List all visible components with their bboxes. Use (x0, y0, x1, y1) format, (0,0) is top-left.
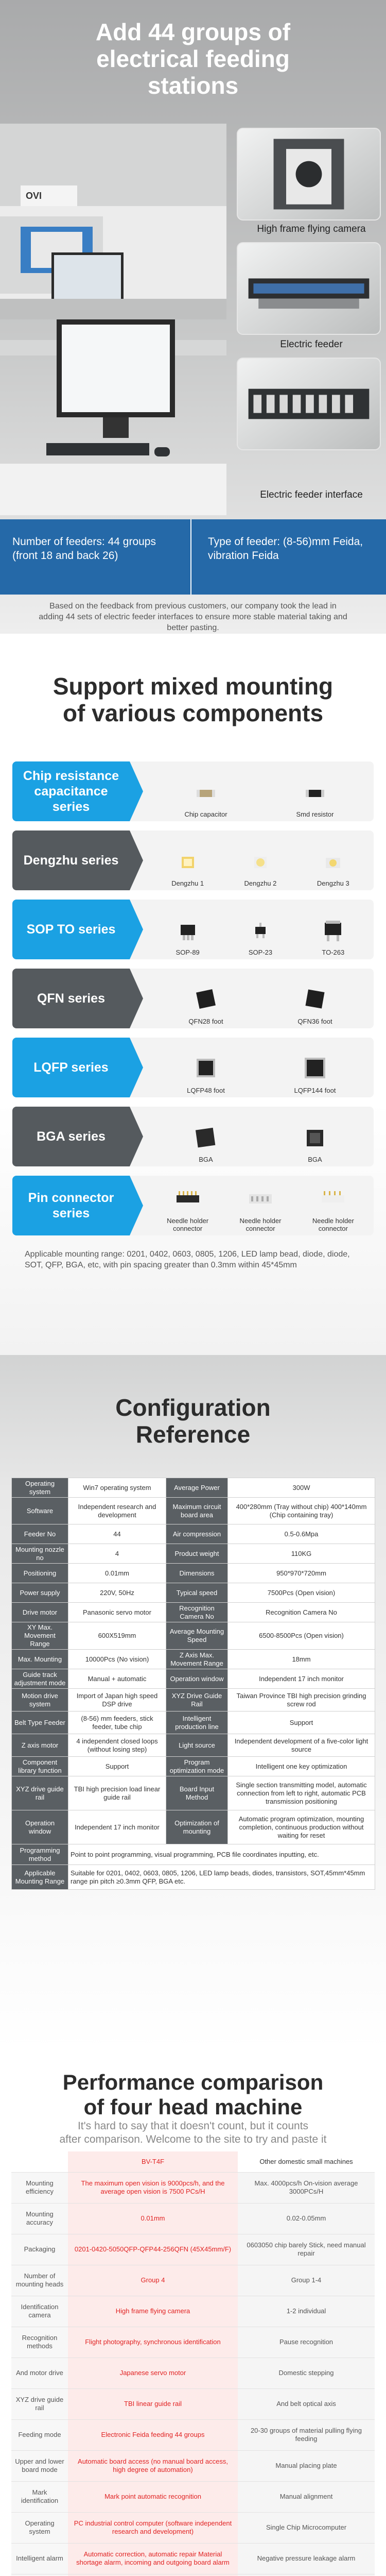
config-value: TBI high precision load linear guide rail (68, 1776, 166, 1810)
config-key: Positioning (12, 1564, 68, 1583)
comparison-table (11, 2151, 375, 2576)
config-key: Drive motor (12, 1603, 68, 1622)
comparison-feature: Mounting accuracy (11, 2203, 68, 2234)
component-item: TO-263 (302, 918, 364, 956)
config-key: Z Axis Max. Movement Range (166, 1650, 228, 1669)
machine-illustration (0, 124, 232, 515)
hero-section (0, 0, 386, 634)
config-key: Average Mounting Speed (166, 1622, 228, 1650)
config-key: Software (12, 1498, 68, 1524)
config-title-line2: Reference (135, 1421, 251, 1448)
comparison-other: Single Chip Microcomputer (238, 2512, 375, 2543)
compare-title-line1: Performance comparison (62, 2070, 324, 2094)
comparison-feature: Identification camera (11, 2296, 68, 2327)
comparison-bv-t4f: The maximum open vision is 9000pcs/h, and the average open vision is 7500 PCs/H (68, 2172, 238, 2203)
comparison-row (11, 2388, 375, 2419)
hero-title-line1: Add 44 groups of (95, 19, 291, 45)
config-value: Suitable for 0201, 0402, 0603, 0805, 1206, LED lamp beads, diodes, transistors, SOT,45mm*45mm range pin pitch ≥0.3mm QFP, BGA etc. (68, 1865, 375, 1890)
compare-subtitle-line1: It's hard to say that it doesn't count, but it counts (77, 2120, 309, 2132)
config-row (12, 1689, 375, 1711)
config-value: 4 (68, 1544, 166, 1564)
config-key: Motion drive system (12, 1689, 68, 1711)
component-item: Dengzhu 2 (230, 849, 291, 887)
config-key: Max. Mounting (12, 1650, 68, 1669)
comparison-other: And belt optical axis (238, 2388, 375, 2419)
config-row (12, 1583, 375, 1603)
config-key: XYZ Drive Guide Rail (166, 1689, 228, 1711)
mounting-section (0, 634, 386, 1355)
compare-section (0, 2050, 386, 2576)
comparison-other (238, 2574, 375, 2576)
config-key: Mounting nozzle no (12, 1544, 68, 1564)
comparison-other: 20-30 groups of material pulling flying feeding (238, 2419, 375, 2450)
config-value: 600X519mm (68, 1622, 166, 1650)
caption-flying-camera: High frame flying camera (257, 224, 366, 234)
band-label: BGA series (37, 1129, 106, 1144)
component-item: Dengzhu 3 (302, 849, 364, 887)
config-value: 18mm (228, 1650, 375, 1669)
config-row (12, 1865, 375, 1890)
config-value: 300W (228, 1478, 375, 1498)
band-sop-to (12, 900, 374, 959)
caption-feeder-interface: Electric feeder interface (260, 489, 363, 500)
config-value: Independent research and development (68, 1498, 166, 1524)
config-value: Taiwan Province TBI high precision grinding screw rod (228, 1689, 375, 1711)
config-value: Recognition Camera No (228, 1603, 375, 1622)
comparison-bv-t4f (68, 2574, 238, 2576)
comparison-other: Manual alignment (238, 2481, 375, 2512)
comparison-header-cell: Other domestic small machines (238, 2151, 375, 2172)
config-row (12, 1564, 375, 1583)
config-key: Applicable Mounting Range (12, 1865, 68, 1890)
band-label: Pin connector series (28, 1191, 114, 1221)
config-row (12, 1603, 375, 1622)
comparison-other: Negative pressure leakage alarm (238, 2543, 375, 2574)
comparison-row (11, 2234, 375, 2265)
config-key: Component library function (12, 1757, 68, 1776)
config-row (12, 1650, 375, 1669)
component-item: SOP-89 (157, 918, 219, 956)
comparison-bv-t4f: 0.01mm (68, 2203, 238, 2234)
hero-title-line2: electrical feeding (96, 45, 290, 72)
comparison-feature: Operating system (11, 2512, 68, 2543)
compare-subtitle-line2: after comparison. Welcome to the site to try and paste it (59, 2133, 327, 2145)
component-item: Needle holder connector (302, 1186, 364, 1232)
config-key: Program optimization mode (166, 1757, 228, 1776)
config-table (11, 1478, 375, 1890)
config-value: Independent development of a five-color light source (228, 1734, 375, 1757)
comparison-feature: Packaging (11, 2234, 68, 2265)
config-row (12, 1498, 375, 1524)
comparison-bv-t4f: Group 4 (68, 2265, 238, 2296)
config-key: Typical speed (166, 1583, 228, 1603)
comparison-other: Group 1-4 (238, 2265, 375, 2296)
comparison-bv-t4f: Electronic Feida feeding 44 groups (68, 2419, 238, 2450)
comparison-other: Manual placing plate (238, 2450, 375, 2481)
comparison-row (11, 2203, 375, 2234)
stat-number-of-feeders: Number of feeders: 44 groups (front 18 and back 26) (12, 536, 156, 562)
comparison-row (11, 2358, 375, 2388)
comparison-feature: Recognition methods (11, 2327, 68, 2358)
comparison-feature: Mounting efficiency (11, 2172, 68, 2203)
component-item: LQFP144 foot (284, 1056, 346, 1094)
band-label: Chip resistance capacitance series (23, 769, 119, 814)
flying-camera-image (237, 128, 381, 221)
config-key: XY Max. Movement Range (12, 1622, 68, 1650)
comparison-other: Pause recognition (238, 2327, 375, 2358)
comparison-feature: Number of mounting heads (11, 2265, 68, 2296)
comparison-header-cell (11, 2151, 68, 2172)
component-item: QFN28 foot (175, 987, 237, 1025)
comparison-feature: XYZ drive guide rail (11, 2388, 68, 2419)
config-value: 0.5-0.6Mpa (228, 1524, 375, 1544)
component-item: SOP-23 (230, 918, 291, 956)
config-key: Dimensions (166, 1564, 228, 1583)
comparison-feature: And motor drive (11, 2358, 68, 2388)
config-key: Z axis motor (12, 1734, 68, 1757)
config-value: 220V, 50Hz (68, 1583, 166, 1603)
component-item: Needle holder connector (157, 1186, 219, 1232)
config-key: Light source (166, 1734, 228, 1757)
config-row (12, 1810, 375, 1844)
config-value: 110KG (228, 1544, 375, 1564)
comparison-bv-t4f: Automatic correction, automatic repair Material shortage alarm, incoming and outgoing board alarm (68, 2543, 238, 2574)
component-item: Chip capacitor (175, 779, 237, 818)
comparison-row (11, 2512, 375, 2543)
comparison-other: 0603050 chip barely Stick, need manual repair (238, 2234, 375, 2265)
mounting-title-line1: Support mixed mounting (52, 673, 334, 700)
comparison-bv-t4f: PC industrial control computer (software independent research and development) (68, 2512, 238, 2543)
component-item: Dengzhu 1 (157, 849, 219, 887)
comparison-header-cell: BV-T4F (68, 2151, 238, 2172)
comparison-other: Max. 4000pcs/h On-vision average 3000PCs/H (238, 2172, 375, 2203)
config-key: Operating system (12, 1478, 68, 1498)
comparison-row (11, 2574, 375, 2576)
config-value: 4 independent closed loops (without losing step) (68, 1734, 166, 1757)
band-dengzhu (12, 831, 374, 890)
comparison-bv-t4f: Japanese servo motor (68, 2358, 238, 2388)
config-value: Panasonic servo motor (68, 1603, 166, 1622)
config-row (12, 1776, 375, 1810)
config-key: Average Power (166, 1478, 228, 1498)
comparison-header-row (11, 2151, 375, 2172)
config-row (12, 1544, 375, 1564)
component-item: Needle holder connector (230, 1186, 291, 1232)
config-key: Intelligent production line (166, 1711, 228, 1734)
config-row (12, 1844, 375, 1865)
config-value: 7500Pcs (Open vision) (228, 1583, 375, 1603)
config-value: Independent 17 inch monitor (228, 1669, 375, 1689)
band-label: LQFP series (33, 1060, 109, 1075)
config-value: 400*280mm (Tray without chip) 400*140mm (Chip containing tray) (228, 1498, 375, 1524)
config-value: 44 (68, 1524, 166, 1544)
config-value: Import of Japan high speed DSP drive (68, 1689, 166, 1711)
config-value: 6500-8500Pcs (Open vision) (228, 1622, 375, 1650)
config-value: Intelligent one key optimization (228, 1757, 375, 1776)
applicable-range-note: Applicable mounting range: 0201, 0402, 0603, 0805, 1206, LED lamp bead, diode, diode, SOT, QFP, BGA, etc, with pin spacing greater than 0.3mm within 45*45mm (25, 1250, 350, 1269)
config-key: Product weight (166, 1544, 228, 1564)
caption-electric-feeder: Electric feeder (280, 339, 343, 350)
comparison-feature (11, 2574, 68, 2576)
config-key: Power supply (12, 1583, 68, 1603)
comparison-bv-t4f: Automatic board access (no manual board access, high degree of automation) (68, 2450, 238, 2481)
config-value: Support (68, 1757, 166, 1776)
config-key: Operation window (12, 1810, 68, 1844)
comparison-feature: Upper and lower board mode (11, 2450, 68, 2481)
comparison-row (11, 2543, 375, 2574)
config-row (12, 1524, 375, 1544)
config-value: Point to point programming, visual programming, PCB file coordinates inputting, etc. (68, 1844, 375, 1865)
config-value: Win7 operating system (68, 1478, 166, 1498)
band-bga (12, 1107, 374, 1166)
comparison-other: 0.02-0.05mm (238, 2203, 375, 2234)
config-value: 10000Pcs (No vision) (68, 1650, 166, 1669)
stat-type-of-feeder: Type of feeder: (8-56)mm Feida, vibration Feida (190, 519, 386, 595)
component-item: BGA (175, 1125, 237, 1163)
comparison-row (11, 2481, 375, 2512)
band-pin-connector (12, 1176, 374, 1235)
comparison-row (11, 2296, 375, 2327)
config-value: Support (228, 1711, 375, 1734)
config-value: Manual + automatic (68, 1669, 166, 1689)
comparison-feature: Mark identification (11, 2481, 68, 2512)
config-row (12, 1757, 375, 1776)
comparison-row (11, 2419, 375, 2450)
component-item: Smd resistor (284, 779, 346, 818)
comparison-bv-t4f: TBI linear guide rail (68, 2388, 238, 2419)
band-label: SOP TO series (26, 922, 116, 937)
comparison-feature: Intelligent alarm (11, 2543, 68, 2574)
comparison-bv-t4f: Mark point automatic recognition (68, 2481, 238, 2512)
svg-text:OVI: OVI (26, 191, 42, 201)
comparison-other: Domestic stepping (238, 2358, 375, 2388)
feeder-stats-bar (0, 519, 386, 595)
config-key: Feeder No (12, 1524, 68, 1544)
config-value: Single section transmitting model, automatic connection from left to right, automatic PCB transmission positioning (228, 1776, 375, 1810)
comparison-row (11, 2327, 375, 2358)
config-key: Board Input Method (166, 1776, 228, 1810)
config-key: Optimization of mounting (166, 1810, 228, 1844)
comparison-bv-t4f: 0201-0420-5050QFP-QFP44-256QFN (45X45mm/F) (68, 2234, 238, 2265)
config-row (12, 1711, 375, 1734)
config-value: 0.01mm (68, 1564, 166, 1583)
band-lqfp (12, 1038, 374, 1097)
comparison-bv-t4f: High frame flying camera (68, 2296, 238, 2327)
component-item: QFN36 foot (284, 987, 346, 1025)
config-key: Operation window (166, 1669, 228, 1689)
config-value: Automatic program optimization, mounting completion, continuous production without waiting for reset (228, 1810, 375, 1844)
compare-title-line2: of four head machine (83, 2095, 303, 2119)
comparison-feature: Feeding mode (11, 2419, 68, 2450)
component-item: BGA (284, 1125, 346, 1163)
config-key: Belt Type Feeder (12, 1711, 68, 1734)
feeder-interface-image (237, 358, 381, 450)
comparison-other: 1-2 individual (238, 2296, 375, 2327)
band-qfn (12, 969, 374, 1028)
config-value: (8-56) mm feeders, stick feeder, tube chip (68, 1711, 166, 1734)
component-item: LQFP48 foot (175, 1056, 237, 1094)
config-key: Recognition Camera No (166, 1603, 228, 1622)
band-chip-resistance (12, 761, 374, 821)
band-label: QFN series (37, 991, 105, 1006)
config-value: 950*970*720mm (228, 1564, 375, 1583)
config-key: Programming method (12, 1844, 68, 1865)
band-label: Dengzhu series (23, 853, 119, 868)
mounting-title-line2: of various components (62, 700, 324, 726)
config-row (12, 1622, 375, 1650)
comparison-row (11, 2450, 375, 2481)
config-row (12, 1669, 375, 1689)
config-title-line1: Configuration (115, 1394, 271, 1421)
config-key: Guide track adjustment mode (12, 1669, 68, 1689)
electric-feeder-image (237, 242, 381, 335)
hero-note: Based on the feedback from previous customers, our company took the lead in adding 44 sets of electric feeder interfaces to ensure more stable material taking and better pasting. (39, 602, 347, 632)
config-key: Maximum circuit board area (166, 1498, 228, 1524)
comparison-row (11, 2172, 375, 2203)
config-row (12, 1478, 375, 1498)
config-key: Air compression (166, 1524, 228, 1544)
hero-title-line3: stations (147, 72, 239, 99)
comparison-row (11, 2265, 375, 2296)
config-value: Independent 17 inch monitor (68, 1810, 166, 1844)
comparison-bv-t4f: Flight photography, synchronous identification (68, 2327, 238, 2358)
config-section (0, 1355, 386, 2050)
config-row (12, 1734, 375, 1757)
config-key: XYZ drive guide rail (12, 1776, 68, 1810)
